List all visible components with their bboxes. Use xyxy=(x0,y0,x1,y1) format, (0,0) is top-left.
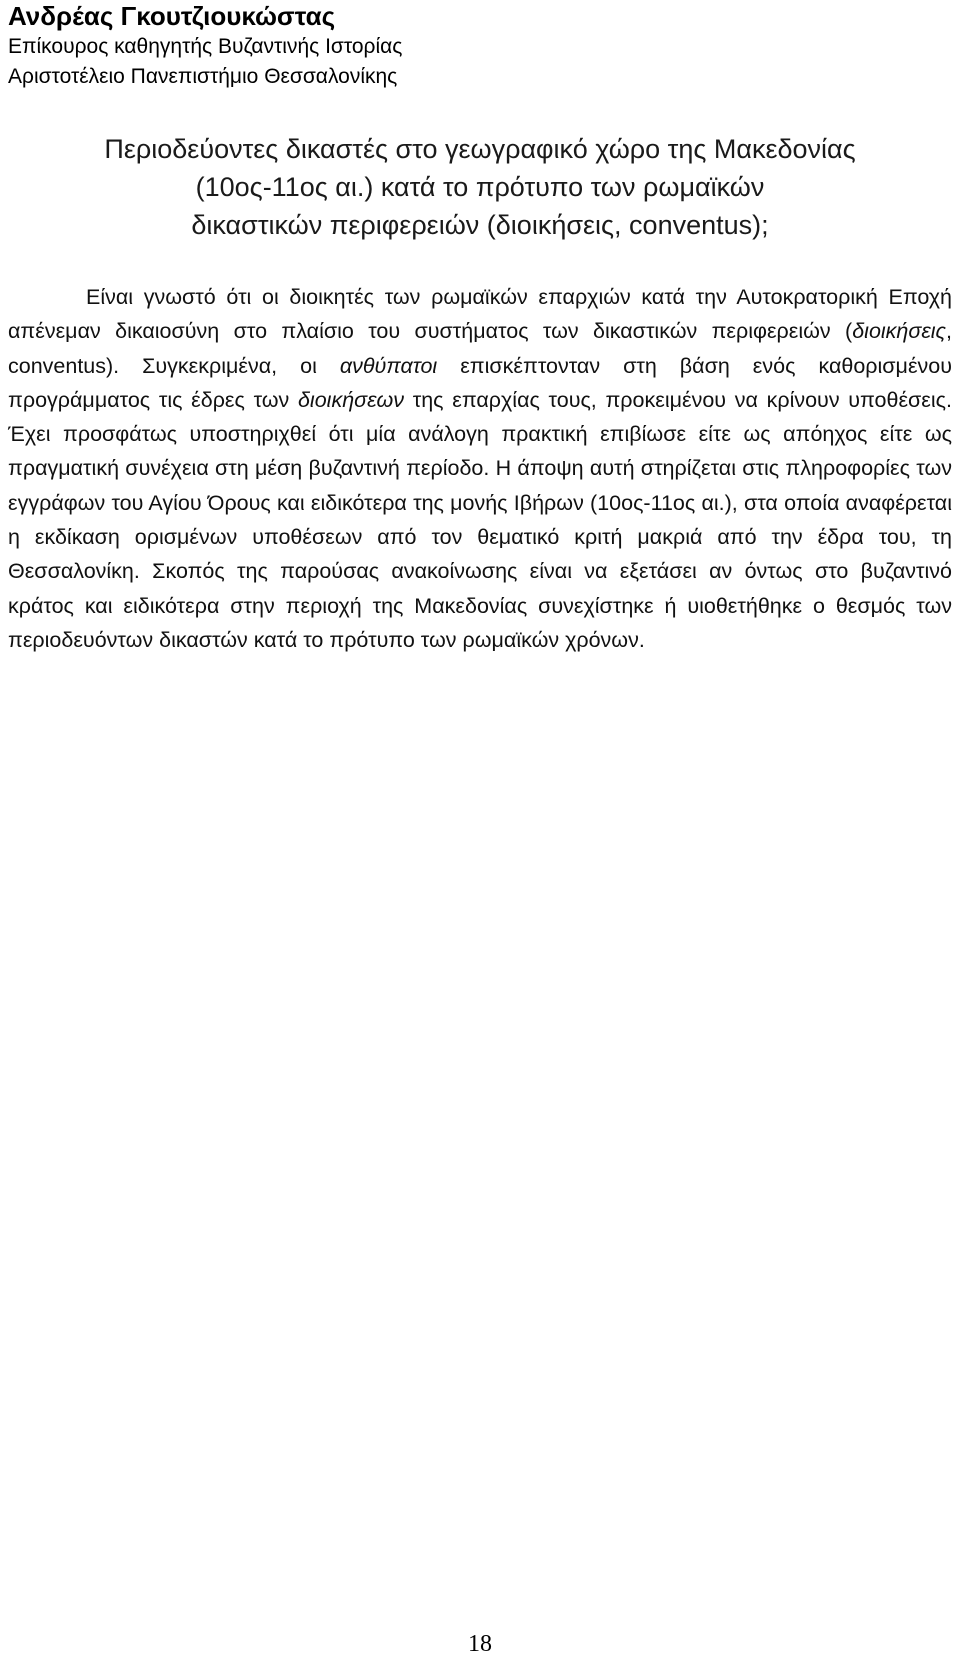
abstract-text-3: επισκέπτονταν στη βάση ενός καθορισμένου προγράμματος τις έδρες των xyxy=(8,353,952,412)
term-dioikiseon: διοικήσεων xyxy=(297,387,405,412)
term-dioikiseis: διοικήσεις xyxy=(852,319,947,344)
abstract-text-1: Είναι γνωστό ότι οι διοικητές των ρωμαϊκών επαρχιών κατά την Αυτοκρατορική Εποχή απένεμαν δικαιοσύνη στο πλαίσιο του συστήματος των δικαστικών περιφερειών ( xyxy=(8,285,952,344)
abstract-text-4: της επαρχίας τους, προκειμένου να κρίνουν υποθέσεις. Έχει προσφάτως υποστηριχθεί ότι μία ανάλογη πρακτική επιβίωσε είτε ως απόηχος είτε ως πραγματική συνέχεια στη μέση βυζαντινή περίοδο. Η άποψη αυτή στηρίζεται στις πληροφορίες των εγγράφων του Αγίου Όρους και ειδικότερα της μονής Ιβήρων (10ος-11ος αι.), στα οποία αναφέρεται η εκδίκαση ορισμένων υποθέσεων από τον θεματικό κριτή μακριά από την έδρα του, τη Θεσσαλονίκη. Σκοπός της παρούσας ανακοίνωσης είναι να εξετάσει αν όντως στο βυζαντινό κράτος και ειδικότερα στην περιοχή της Μακεδονίας συνεχίστηκε ή υιοθετήθηκε ο θεσμός των περιοδευόντων δικαστών κατά το πρότυπο των ρωμαϊκών χρόνων. xyxy=(8,387,953,652)
title-line-2: (10ος-11ος αι.) κατά το πρότυπο των ρωμαϊκών xyxy=(195,172,765,202)
author-block xyxy=(8,0,948,92)
title-line-3: δικαστικών περιφερειών (διοικήσεις, conventus); xyxy=(191,210,769,240)
term-anthypatoi: ανθύπατοι xyxy=(339,353,438,378)
title-line-1: Περιοδεύοντες δικαστές στο γεωγραφικό χώρο της Μακεδονίας xyxy=(104,134,856,164)
paper-title xyxy=(40,130,920,244)
abstract-text-2: , conventus). Συγκεκριμένα, οι xyxy=(8,319,952,378)
abstract-paragraph xyxy=(8,280,952,657)
author-affiliation: Αριστοτέλειο Πανεπιστήμιο Θεσσαλονίκης xyxy=(8,65,398,88)
author-name: Ανδρέας Γκουτζιουκώστας xyxy=(8,1,336,31)
page-number: 18 xyxy=(468,1631,492,1657)
author-position: Επίκουρος καθηγητής Βυζαντινής Ιστορίας xyxy=(8,35,403,58)
